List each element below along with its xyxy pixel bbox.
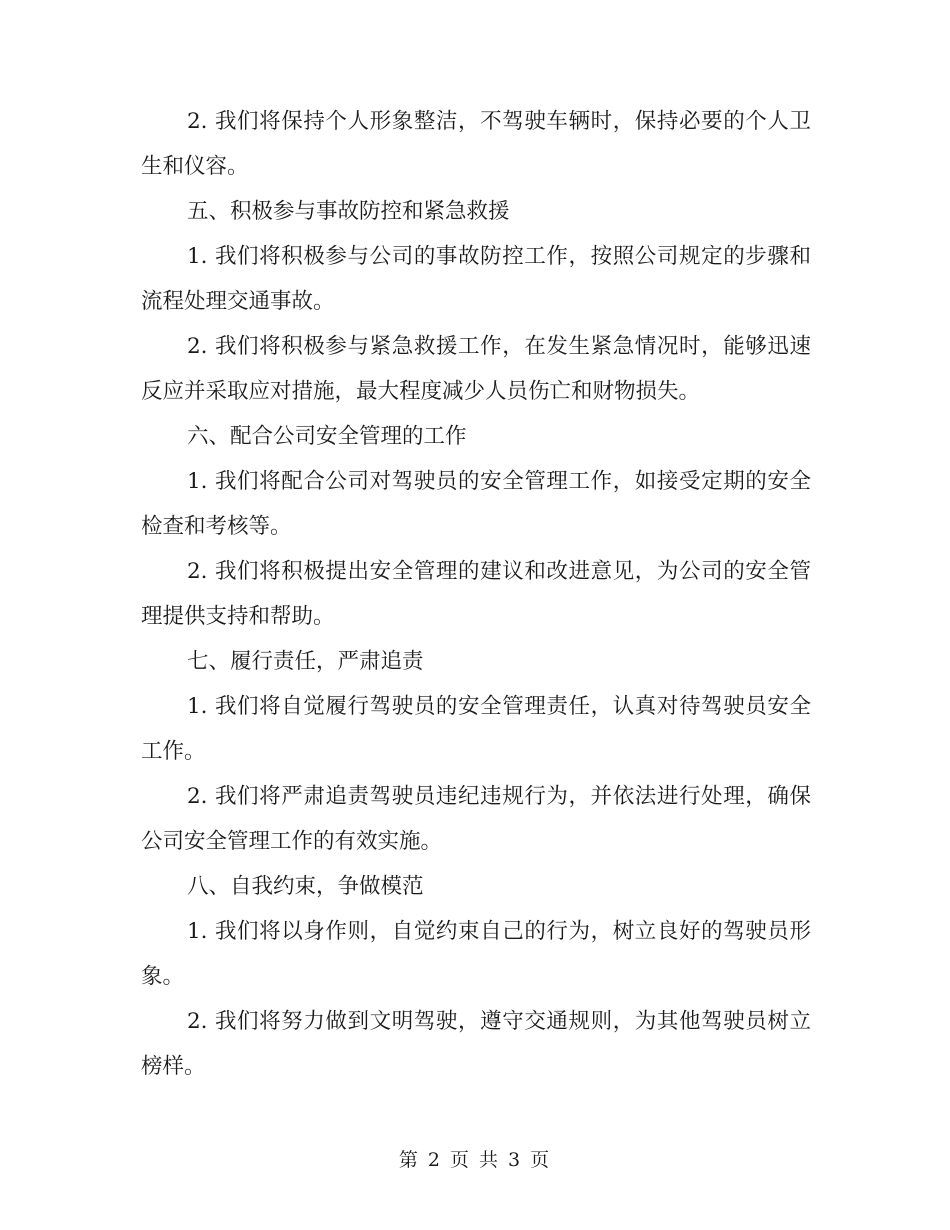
section-heading: 八、自我约束，争做模范 [187, 874, 424, 899]
section-heading: 五、积极参与事故防控和紧急救援 [187, 199, 510, 224]
paragraph-item: 1. 我们将配合公司对驾驶员的安全管理工作，如接受定期的安全检查和考核等。 [141, 469, 811, 539]
document-body [141, 99, 811, 1089]
paragraph-item: 1. 我们将自觉履行驾驶员的安全管理责任，认真对待驾驶员安全工作。 [141, 694, 811, 764]
paragraph-item: 2. 我们将严肃追责驾驶员违纪违规行为，并依法进行处理，确保公司安全管理工作的有效实施。 [141, 784, 811, 854]
section-heading: 七、履行责任，严肃追责 [187, 649, 424, 674]
paragraph-item: 1. 我们将以身作则，自觉约束自己的行为，树立良好的驾驶员形象。 [141, 919, 811, 989]
paragraph-item: 2. 我们将积极参与紧急救援工作，在发生紧急情况时，能够迅速反应并采取应对措施，最大程度减少人员伤亡和财物损失。 [141, 334, 811, 404]
paragraph-item: 2. 我们将保持个人形象整洁，不驾驶车辆时，保持必要的个人卫生和仪容。 [141, 109, 811, 179]
section-heading: 六、配合公司安全管理的工作 [187, 424, 467, 449]
paragraph-item: 2. 我们将积极提出安全管理的建议和改进意见，为公司的安全管理提供支持和帮助。 [141, 559, 811, 629]
page-number-footer: 第 2 页 共 3 页 [398, 1149, 552, 1171]
paragraph-item: 2. 我们将努力做到文明驾驶，遵守交通规则，为其他驾驶员树立榜样。 [141, 1009, 811, 1079]
paragraph-item: 1. 我们将积极参与公司的事故防控工作，按照公司规定的步骤和流程处理交通事故。 [141, 244, 811, 314]
